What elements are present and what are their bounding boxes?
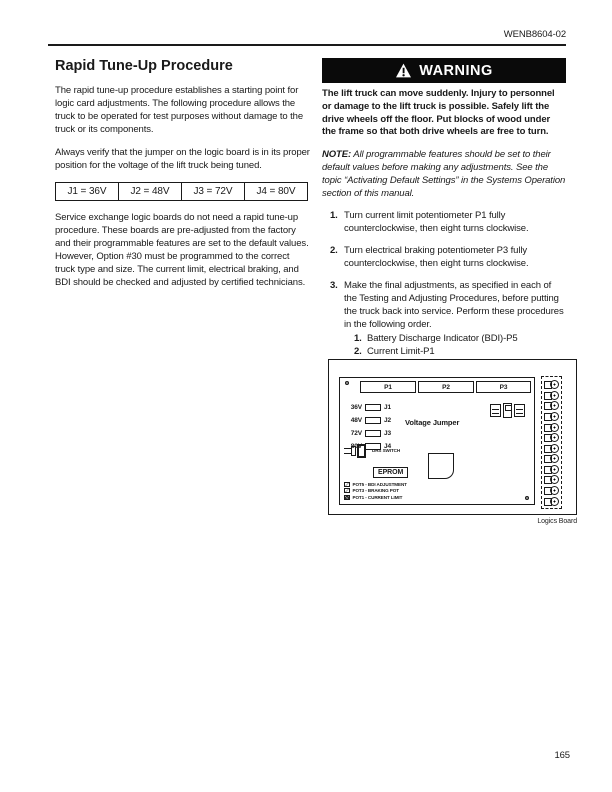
step-number: 2.: [330, 245, 338, 257]
logics-board-figure: [328, 359, 577, 515]
pot-legend: [344, 481, 407, 501]
procedure-steps: [322, 209, 566, 371]
warning-banner: [322, 58, 566, 83]
warning-triangle-icon: [395, 63, 412, 78]
jumper-label: J3: [384, 430, 392, 437]
connector-p1: P1: [360, 381, 416, 393]
table-row: [56, 183, 308, 201]
screw-icon: [345, 381, 349, 385]
voltage-label: 80V: [350, 443, 362, 450]
substep-number: 1.: [354, 333, 362, 345]
substep-text: Current Limit-P1: [367, 346, 435, 358]
terminal: [543, 497, 560, 505]
board-outline: [339, 377, 535, 505]
terminal: [543, 433, 560, 441]
substep-1: [344, 332, 566, 345]
jumper-box: [365, 430, 381, 437]
step-1: [322, 209, 566, 235]
pot-row-1: [344, 494, 407, 501]
table-cell-j3: J3 = 72V: [182, 183, 245, 201]
terminal: [543, 391, 560, 399]
step-text: [344, 279, 566, 371]
step-text-body: Make the final adjustments, as specified in each of the Testing and Adjusting Procedures, before putting the truck back into service. Perform these procedures in the following order.: [344, 280, 564, 331]
terminal: [543, 412, 560, 420]
step-number: 1.: [330, 210, 338, 222]
terminal: [543, 380, 560, 388]
screw-icon: [525, 496, 529, 500]
page-number: 165: [554, 750, 570, 761]
step-3: [322, 279, 566, 371]
jumper-label: J2: [384, 417, 392, 424]
microprocessor-chip: [428, 453, 454, 479]
terminal: [543, 475, 560, 483]
switch-body-large: [357, 444, 366, 458]
figure-caption: Logics Board: [537, 518, 577, 525]
substep-text: Battery Discharge Indicator (BDI)-P5: [367, 333, 518, 345]
table-cell-j4: J4 = 80V: [245, 183, 308, 201]
pot-label: POT5 - BDI ADJUSTMENT: [352, 481, 407, 487]
switch-prongs: [344, 448, 351, 454]
paragraph-intro: The rapid tune-up procedure establishes a starting point for logic card adjustments. The following procedure allows the truck to be operated for test purposes without damage to the truck or its components.: [55, 85, 304, 135]
step-2: [322, 244, 566, 270]
drs-switch-symbol: [344, 444, 434, 458]
relay-cluster: [490, 403, 525, 418]
paragraph-jumper-verify: Always verify that the jumper on the logic board is in its proper position for the voltage of the lift truck being tuned.: [55, 147, 310, 171]
right-column: [322, 58, 566, 380]
jumper-row-j3: [344, 429, 414, 438]
warning-text: The lift truck can move suddenly. Injury to personnel or damage to the lift truck is possible. Safely lift the drive wheels off the floor. Put blocks of wood under the frame so that both drive wheels are free to turn.: [322, 88, 555, 138]
eprom-chip-label: EPROM: [373, 467, 408, 478]
terminal: [543, 465, 560, 473]
relay-block: [490, 404, 501, 417]
pot-row-3: [344, 488, 407, 495]
substep-number: 2.: [354, 346, 362, 358]
warning-label: WARNING: [419, 62, 493, 79]
header-rule: [48, 44, 566, 46]
jumper-label: J4: [384, 443, 392, 450]
pot-label: POT1 - CURRENT LIMIT: [352, 494, 403, 500]
pot-row-5: [344, 481, 407, 488]
jumper-box: [365, 417, 381, 424]
pot-symbol: [344, 488, 350, 493]
substep-2: [344, 345, 566, 358]
switch-label: DRS SWITCH: [372, 448, 401, 453]
terminal: [543, 423, 560, 431]
pot-symbol: [344, 482, 350, 487]
left-column: [55, 58, 310, 299]
pot-label: POT3 - BRAKING POT: [352, 488, 399, 494]
note-text: All programmable features should be set to their default values before making any adjustments. See the topic “Activating Default Settings” in the Systems Operation section of this manual.: [322, 149, 566, 200]
step-number: 3.: [330, 280, 338, 292]
switch-body-small: [351, 446, 356, 456]
voltage-label: 48V: [350, 417, 362, 424]
note-label: NOTE:: [322, 149, 352, 161]
table-cell-j1: J1 = 36V: [56, 183, 119, 201]
step-text: Turn current limit potentiometer P1 fully counterclockwise, then eight turns clockwise.: [344, 210, 529, 235]
connector-p2: P2: [418, 381, 474, 393]
terminal: [543, 444, 560, 452]
voltage-label: 72V: [350, 430, 362, 437]
terminal: [543, 454, 560, 462]
document-code: WENB8604-02: [503, 29, 566, 40]
note-paragraph: [322, 148, 566, 200]
jumper-row-j1: [344, 403, 414, 412]
terminal: [543, 486, 560, 494]
jumper-label: J1: [384, 404, 392, 411]
jumper-row-j2: [344, 416, 414, 425]
voltage-jumper-table: [55, 182, 308, 201]
jumper-box: [365, 404, 381, 411]
paragraph-service-exchange: Service exchange logic boards do not need a rapid tune-up procedure. These boards are pre-adjusted from the factory and their programmable features are set to the default values. However, Option #30 must be programmed to the correct truck type and size. The current limit, electrical braking, and BDI should be checked and adjusted by certified technicians.: [55, 212, 309, 288]
voltage-label: 36V: [350, 404, 362, 411]
terminal: [543, 401, 560, 409]
section-title: Rapid Tune-Up Procedure: [55, 58, 233, 74]
relay-block: [514, 404, 525, 417]
pot-symbol: [344, 495, 350, 500]
voltage-jumper-caption: Voltage Jumper: [405, 418, 460, 427]
terminal-strip: [541, 376, 562, 509]
step-text: Turn electrical braking potentiometer P3 fully counterclockwise, then eight turns clockwise.: [344, 245, 529, 270]
relay-block: [503, 403, 512, 418]
connector-p3: P3: [476, 381, 531, 393]
table-cell-j2: J2 = 48V: [119, 183, 182, 201]
